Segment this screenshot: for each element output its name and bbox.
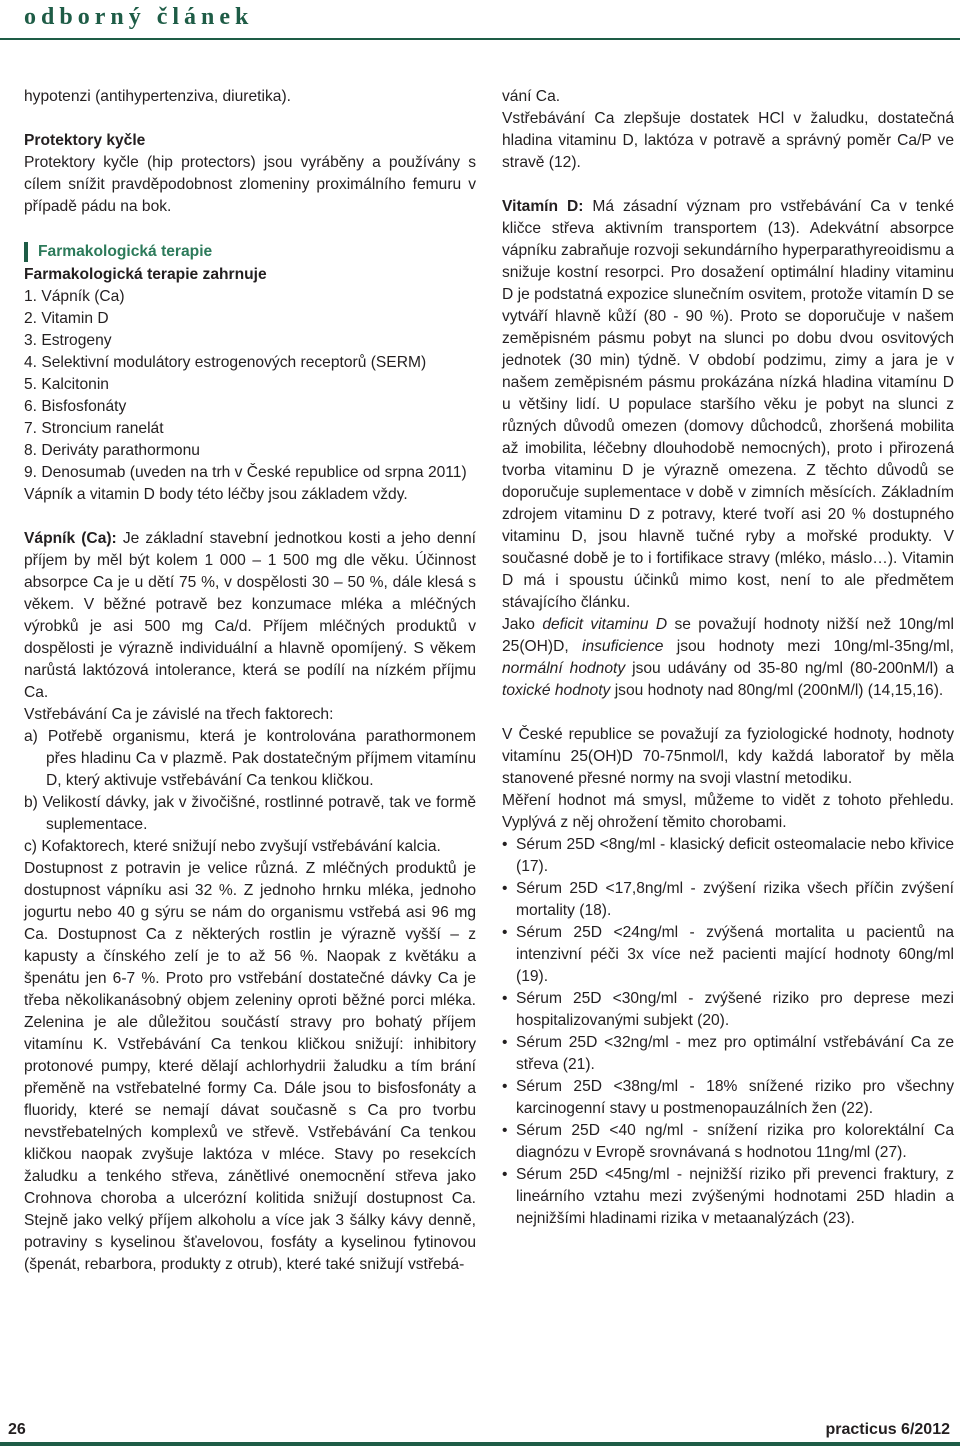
list-item: 5. Kalcitonin	[24, 376, 109, 393]
list-item: • Sérum 25D <40 ng/ml - snížení rizika pro kolorektální Ca diagnózu v Evropě srovnávaná s hodnotou 11ng/ml (27).	[502, 1120, 954, 1164]
measurement-paragraph: Měření hodnot má smysl, můžeme to vidět z tohoto přehledu. Vyplývá z něj ohrožení těmito chorobami.	[502, 792, 954, 831]
list-item: • Sérum 25D <38ng/ml - 18% snížené riziko pro všechny karcinogenní stavy u postmenopauzálních žen (22).	[502, 1076, 954, 1120]
list-item: 4. Selektivní modulátory estrogenových receptorů (SERM)	[24, 354, 427, 371]
footer-rule	[0, 1442, 960, 1446]
factor-item: c) Kofaktorech, které snižují nebo zvyšují vstřebávání kalcia.	[24, 838, 441, 855]
list-item: • Sérum 25D <17,8ng/ml - zvýšení rizika všech příčin zvýšení mortality (18).	[502, 878, 954, 922]
vitamin-d-label: Vitamín D:	[502, 198, 584, 215]
hip-protectors-text: Protektory kyčle (hip protectors) jsou vyráběny a používány s cílem snížit pravděpodobnost zlomeniny proximálního femuru v případě pádu na bok.	[24, 154, 476, 215]
list-item: 1. Vápník (Ca)	[24, 288, 125, 305]
risk-list	[502, 834, 954, 1230]
pharm-therapy-intro: Farmakologická terapie zahrnuje	[24, 266, 267, 283]
journal-issue: practicus 6/2012	[825, 1421, 950, 1438]
list-item: • Sérum 25D <24ng/ml - zvýšená mortalita u pacientů na intenzivní péči 3x více než pacienti mající hodnoty 60ng/ml (19).	[502, 922, 954, 988]
list-item: 6. Bisfosfonáty	[24, 398, 127, 415]
list-item: 7. Stroncium ranelát	[24, 420, 164, 437]
deficit-paragraph: Jako deficit vitaminu D se považují hodnoty nižší než 10ng/ml 25(OH)D, insuficience jsou hodnoty mezi 10ng/ml-35ng/ml, normální hodnoty jsou udávány od 35-80 ng/ml (80-200nM/l) a toxické hodnoty jsou hodnoty nad 80ng/ml (200nM/l) (14,15,16).	[502, 616, 955, 699]
list-item: • Sérum 25D <32ng/ml - mez pro optimální vstřebávání Ca ze střeva (21).	[502, 1032, 954, 1076]
list-item: 2. Vitamin D	[24, 310, 109, 327]
continued-text: vání Ca.	[502, 88, 561, 105]
factor-item: a) Potřebě organismu, která je kontrolována parathormonem přes hladinu Ca v plazmě. Pak dostatečným příjmem vitamínu D, který aktivuje vstřebávání Ca tenkou kličkou.	[24, 728, 476, 789]
intro-paragraph: hypotenzi (antihypertenziva, diuretika).	[24, 88, 291, 105]
factors-intro: Vstřebávání Ca je závislé na třech faktorech:	[24, 706, 334, 723]
list-item: 8. Deriváty parathormonu	[24, 442, 200, 459]
calcium-paragraph: Vápník (Ca): Je základní stavební jednotkou kosti a jeho denní příjem by měl být kolem 1 000 – 1 500 mg dle věku. Účinnost absorpce Ca je u dětí 75 %, v dospělosti 30 – 50 %, dále klesá s věkem. V běžné potravě bez konzumace mléka a mléčných výrobků je asi 500 mg Ca/d. Příjem mléčných produktů v dospělosti je výrazně individuální a hlavně opomíjený. S věkem narůstá laktózová intolerance, která se podílí na nízkém příjmu Ca.	[24, 530, 476, 701]
page-number: 26	[8, 1421, 26, 1438]
right-column	[502, 86, 954, 1230]
czech-values-paragraph: V České republice se považují za fyziologické hodnoty, hodnoty vitamínu 25(OH)D 70-75nmol/l, kdy každá laboratoř by měla stanovené přesné normy na svoji vlastní metodiku.	[502, 726, 954, 787]
calcium-label: Vápník (Ca):	[24, 530, 117, 547]
list-item: • Sérum 25D <30ng/ml - zvýšené riziko pro depresе mezi hospitalizovanými subjekt (20).	[502, 988, 954, 1032]
absorption-paragraph: Vstřebávání Ca zlepšuje dostatek HCl v žaludku, dostatečná hladina vitaminu D, laktóza v potravě a správný poměr Ca/P ve stravě (12).	[502, 110, 954, 171]
therapy-basis: Vápník a vitamin D body této léčby jsou základem vždy.	[24, 486, 408, 503]
factor-item: b) Velikostí dávky, jak v živočišné, rostlinné potravě, tak ve formě suplementace.	[24, 794, 476, 833]
header-bar	[0, 0, 960, 40]
vitamin-d-paragraph: Vitamín D: Má zásadní význam pro vstřebávání Ca v tenké kličce střeva aktivním transportem (13). Adekvátní absorpce vápníku zabraňuje rozvoji sekundárního hyperparathyreoidismu a snižuje kostní resorpci. Pro dosažení optimální hladiny vitaminu D je podstatná expozice slunečním osvitem, protože vitamín D se vytváří hlavně kůží (80 - 90 %). Proto se doporučuje v našem zeměpisném pásmu pobyt na slunci po dobu dvou osvitových jednotek (30 min) týdně. V období podzimu, zimy a jara je v našem zeměpisném pásmu prokázána nízká hladina vitamínu D u většiny lidí. U populace staršího věku je pobyt na slunci z různých důvodů omezen (domovy důchodců, zhoršená mobilita až imobilita, léčebny dlouhodobě nemocných), proto i přirozená tvorba vitaminu D je výrazně omezena. Z těchto důvodů se doporučuje suplementace v době v zimních měsících. Základním zdrojem vitaminu D z potravy, které tvoří asi 20 % dostupného vitaminu D, jsou hlavně tučné ryby a mořské produkty. V současné době je to i fortifikace stravy (mléko, máslo…). Vitamin D má i spoustu účinků mimo kost, není to ale předmětem stávajícího článku.	[502, 198, 954, 611]
therapy-list	[24, 286, 476, 484]
availability-paragraph: Dostupnost z potravin je velice různá. Z mléčných produktů je dostupnost vápníku asi 32 %. Z jednoho hrnku mléka, jednoho jogurtu nebo 40 g sýru se nám do organismu vstřebá asi 96 mg Ca. Dostupnost Ca z některých rostlin je výrazně vyšší – z kapusty a čínského zelí je to až 56 %. Naopak z květáku a špenátu jen 6-7 %. Proto pro vstřebání dostatečné dávky Ca je třeba několikanásobný objem zeleniny oproti běžné porci mléka. Zelenina je ale důležitou součástí stravy pro bohatý příjem vitamínu K. Vstřebávání Ca tenkou kličkou snižují: inhibitory protonové pumpy, které dělají achlorhydrii žaludku a tím brání přeměně na vstřebatelné formy Ca. Dále jsou to bisfosfonáty a fluoridy, které se nemají dávat současně s Ca pro tvorbu nevstřebatelných komplexů ve střevě. Vstřebávání Ca tenkou kličkou naopak zvyšuje laktóza v mléce. Stavy po resekcích žaludku a tenkého střeva, zánětlivé onemocnění střeva jako Crohnova choroba a ulcerózní kolitida snižují dostupnost Ca. Stejně jako velký příjem alkoholu a více jak 3 šálky kávy denně, potraviny s kyselinou šťavelovou, fosfáty a kyselinou fytinovou (špenát, rebarbora, produkty z otrub), které také snižují vstřebá-	[24, 860, 476, 1273]
hip-protectors-title: Protektory kyčle	[24, 132, 146, 149]
list-item: • Sérum 25D <8ng/ml - klasický deficit osteomalacie nebo křivice (17).	[502, 834, 954, 878]
left-column	[24, 86, 476, 1276]
section-title: odborný článek	[24, 4, 254, 30]
list-item: 3. Estrogeny	[24, 332, 112, 349]
list-item: • Sérum 25D <45ng/ml - nejnižší riziko při prevenci fraktury, z lineárního vztahu mezi zvýšenými hodnotami 25D hladin a nejnižšími hladinami rizika v metaanalýzách (23).	[502, 1164, 954, 1230]
pharm-therapy-heading: Farmakologická terapie	[24, 242, 476, 262]
list-item: 9. Denosumab (uveden na trh v České republice od srpna 2011)	[24, 464, 467, 481]
